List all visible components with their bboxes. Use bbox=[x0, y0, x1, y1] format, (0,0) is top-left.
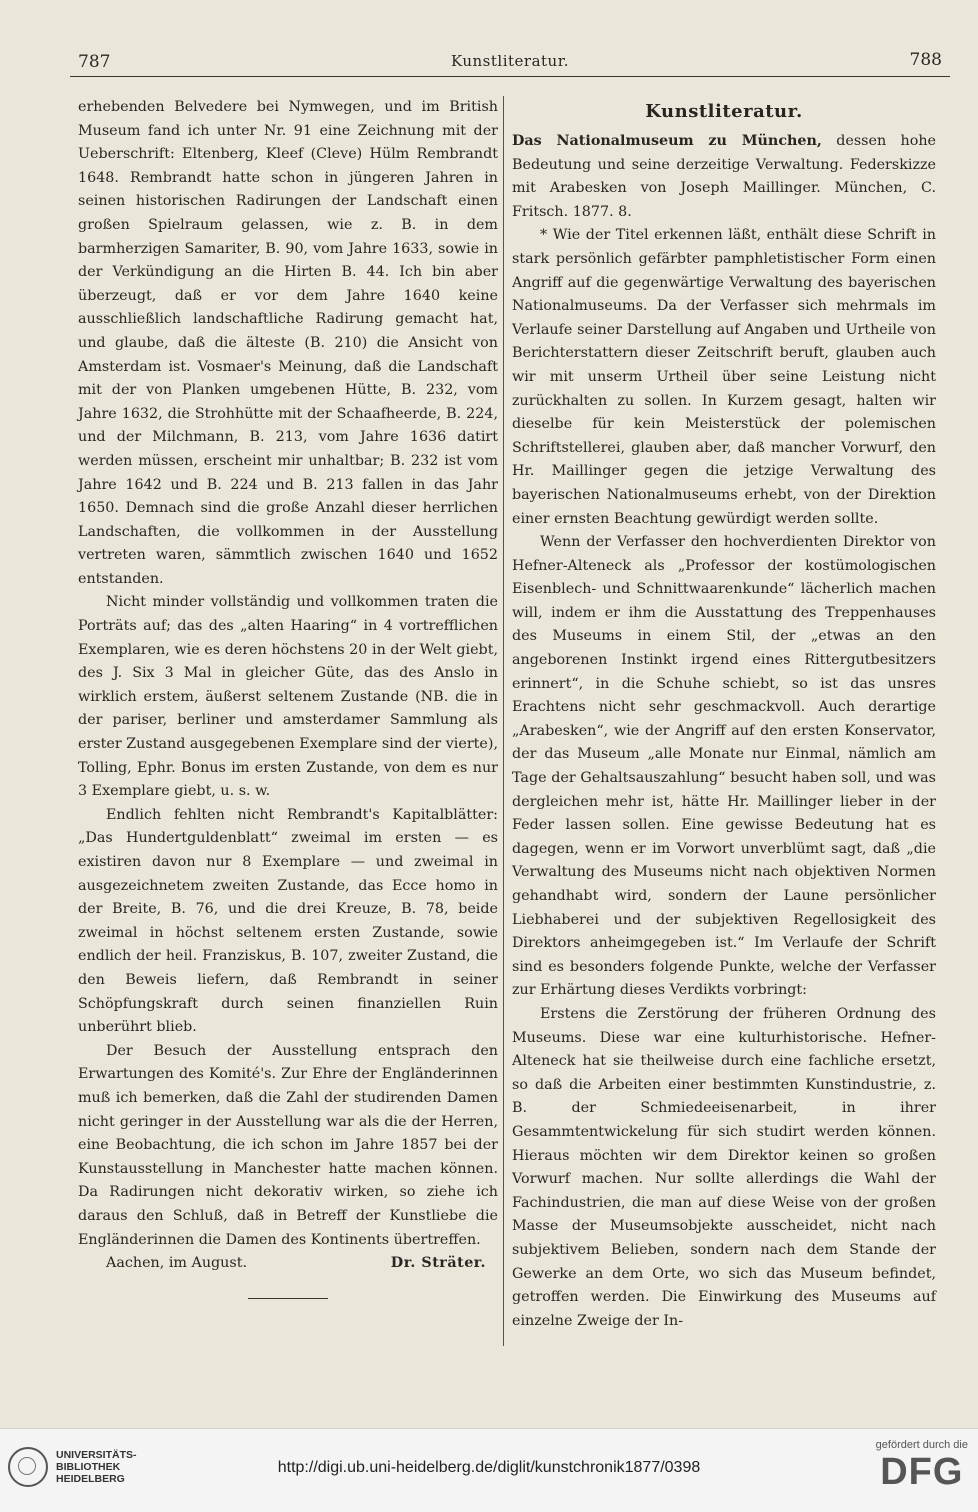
end-rule bbox=[248, 1298, 328, 1299]
library-name-line-3: HEIDELBERG bbox=[56, 1473, 125, 1485]
left-paragraph-1: erhebenden Belvedere bei Nymwegen, und im British Museum fand ich unter Nr. 91 eine Zeichnung mit der Ueberschrift: Eltenberg, Kleef (Cleve) Hülm Rembrandt 1648. Rembrandt hatte schon in jüngeren Jahren in seinen historischen Radirungen der Landschaft einen großen Spielraum gelassen, wie z. B. in dem barmherzigen Samariter, B. 90, vom Jahre 1633, sowie in der Verkündigung an die Hirten B. 44. Ich bin aber überzeugt, daß er vor dem Jahre 1640 keine ausschließlich landschaftliche Radirung gemacht hat, und glaube, daß die älteste (B. 210) die Ansicht von Amsterdam ist. Vosmaer's Meinung, daß die Landschaft mit der von Planken umgebenen Hütte, B. 232, vom Jahre 1632, die Strohhütte mit der Schaafheerde, B. 224, und der Milchmann, B. 213, vom Jahre 1636 datirt werden müssen, erscheint mir unhaltbar; B. 232 ist vom Jahre 1642 und B. 224 und B. 213 fallen in das Jahr 1650. Demnach sind die große Anzahl dieser herrlichen Landschaften, die vollkommen in der Ausstellung vertreten waren, sämmtlich zwischen 1640 und 1652 entstanden. bbox=[78, 99, 498, 587]
viewer-footer bbox=[0, 1428, 978, 1512]
column-divider bbox=[503, 96, 504, 1346]
dfg-wordmark: DFG bbox=[880, 1451, 964, 1493]
right-paragraph-2: Wenn der Verfasser den hochverdienten Direktor von Hefner-Alteneck als „Professor der kostümologischen Eisenblech- und Schnittwaarenkunde“ lächerlich machen will, indem er ihm die Ausstattung des Treppenhauses des Museums in einem Stil, der „etwas an den angeborenen Instinkt irgend eines Rittergutbesitzers erinnert“, in die Schuhe schiebt, so ist das unsres Erachtens nicht sehr geschmackvoll. Auch derartige „Arabesken“, wie der Angriff auf den ersten Konservator, der das Museum „alle Monate nur Einmal, nämlich am Tage der Gehaltsauszahlung“ besucht haben soll, und was dergleichen mehr ist, hätte Hr. Maillinger lieber in der Feder lassen sollen. Eine gewisse Bedeutung hat es dagegen, wenn er im Vorwort unverblümt sagt, daß „die Verwaltung des Museums nicht nach objektiven Normen gehandhabt wird, sondern der Laune persönlicher Liebhaberei und der subjektiven Regellosigkeit des Direktors anheimgegeben ist.“ Im Verlaufe der Schrift sind es besonders folgende Punkte, welche der Verfasser zur Erhärtung dieses Verdikts vorbringt: bbox=[512, 534, 936, 999]
page-header bbox=[70, 50, 950, 77]
left-page-number: 787 bbox=[78, 52, 111, 72]
review-heading bbox=[512, 130, 936, 224]
right-page-number: 788 bbox=[909, 50, 942, 70]
funding-note: gefördert durch die bbox=[875, 1439, 968, 1451]
signature-line bbox=[78, 1252, 498, 1276]
library-name-line-2: BIBLIOTHEK bbox=[56, 1461, 121, 1473]
signature-place: Aachen, im August. bbox=[106, 1255, 248, 1272]
right-column bbox=[512, 96, 936, 1333]
left-paragraph-3: Endlich fehlten nicht Rembrandt's Kapitalblätter: „Das Hundertguldenblatt“ zweimal im ersten — es existiren davon nur 8 Exemplare — und zweimal in ausgezeichnetem zweiten Zustande, das Ecce homo in der Breite, B. 76, und die drei Kreuze, B. 78, beide zweimal in höchst seltenem ersten Zustande, sowie endlich der heil. Franziskus, B. 107, zweiter Zustand, die den Beweis liefern, daß Rembrandt in seiner Schöpfungskraft durch seinen finanziellen Ruin unberührt blieb. bbox=[78, 806, 498, 1036]
right-paragraph-3: Erstens die Zerstörung der früheren Ordnung des Museums. Diese war eine kulturhistorische. Hefner-Alteneck hat sie theilweise durch eine fachliche ersetzt, so daß die Arbeiten einer bestimmten Kunstindustrie, z. B. der Schmiedeeisenarbeit, in ihrer Gesammtentwickelung für sich studirt werden können. Hieraus möchten wir dem Direktor keinen so großen Vorwurf machen. Nur sollte allerdings die Wahl der Fachindustrien, die man auf diese Weise von der großen Masse der Museumsobjekte ausscheidet, nicht nach subjektivem Belieben, sondern nach dem Stande der Gewerke an dem Orte, wo sich das Museum befindet, getroffen werden. Die Einwirkung des Museums auf einzelne Zweige der In- bbox=[512, 1005, 936, 1329]
left-paragraph-2: Nicht minder vollständig und vollkommen traten die Porträts auf; das des „alten Haaring“ in 4 vortrefflichen Exemplaren, wie es deren höchstens 20 in der Welt giebt, des J. Six 3 Mal in gleicher Güte, das des Anslo in wirklich erstem, äußerst seltenem Zustande (NB. die in der pariser, berliner und amsterdamer Sammlung als erster Zustand ausgegebenen Exemplare sind der vierte), Tolling, Ephr. Bonus im ersten Zustande, von dem es nur 3 Exemplare giebt, u. s. w. bbox=[78, 594, 498, 800]
signature-name: Dr. Sträter. bbox=[390, 1255, 486, 1272]
dfg-logo[interactable] bbox=[876, 1439, 968, 1493]
permalink-url[interactable]: http://digi.ub.uni-heidelberg.de/diglit/kunstchronik1877/0398 bbox=[277, 1459, 701, 1476]
running-head: Kunstliteratur. bbox=[450, 52, 569, 70]
review-title: Das Nationalmuseum zu München, bbox=[512, 133, 822, 149]
left-paragraph-4: Der Besuch der Ausstellung entsprach den Erwartungen des Komité's. Zur Ehre der Engländerinnen muß ich bemerken, daß die Zahl der studirenden Damen nicht geringer in der Ausstellung war als die der Herren, eine Beobachtung, die ich schon im Jahre 1857 bei der Kunstausstellung in Manchester hatte machen können. Da Radirungen nicht dekorativ wirken, so ziehe ich daraus den Schluß, daß in Betreff der Kunstliebe die Engländerinnen die Damen des Kontinents übertreffen. bbox=[78, 1042, 498, 1248]
library-name-line-1: UNIVERSITÄTS- bbox=[56, 1449, 137, 1461]
right-paragraph-1: * Wie der Titel erkennen läßt, enthält diese Schrift in stark persönlich gefärbter pamphletistischer Form einen Angriff auf die gegenwärtige Verwaltung des bayerischen Nationalmuseums. Da der Verfasser sich mehrmals im Verlaufe seiner Darstellung auf Angaben und Urtheile von Berichterstattern dieser Zeitschrift beruft, glauben auch wir mit unserm Urtheil über seine Leistung nicht zurückhalten zu sollen. In Kurzem gesagt, halten wir dieselbe für kein Meisterstück der polemischen Schriftstellerei, glauben aber, daß mancher Vorwurf, den Hr. Maillinger gegen die jetzige Verwaltung des bayerischen Nationalmuseums erhebt, von der Direktion einer ernsten Beachtung gewürdigt werden sollte. bbox=[512, 227, 936, 527]
review-bibliographic: dessen hohe Bedeutung und seine derzeitige Verwaltung. Federskizze mit Arabesken von Joseph Maillinger. München, C. Fritsch. 1877. 8. bbox=[512, 133, 936, 220]
section-title: Kunstliteratur. bbox=[645, 101, 803, 122]
left-column bbox=[78, 96, 498, 1299]
